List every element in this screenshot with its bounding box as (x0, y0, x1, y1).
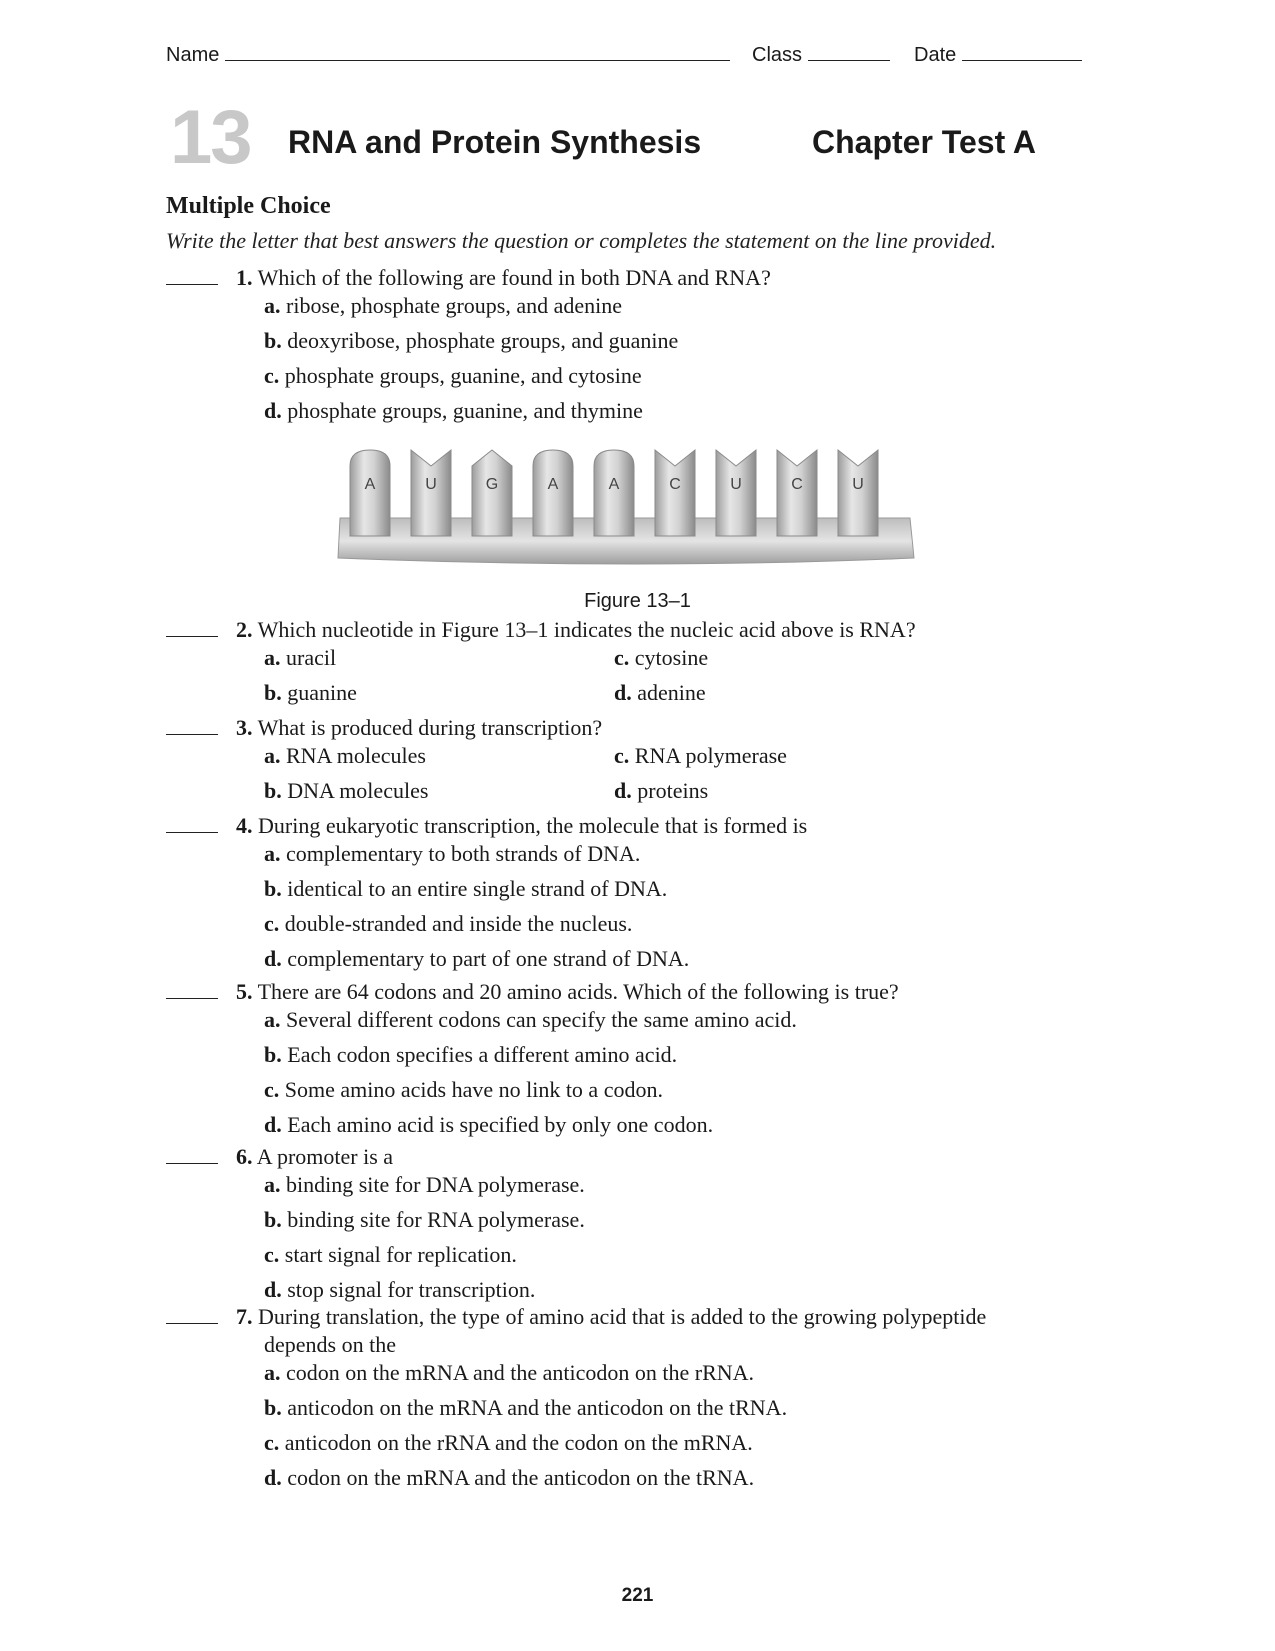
nucleotide-base-c (777, 450, 817, 536)
nucleotide-base-a (594, 450, 634, 536)
class-field[interactable] (752, 44, 890, 67)
answer-blank[interactable] (166, 734, 218, 735)
nucleotide-base-u (716, 450, 756, 536)
answer-blank[interactable] (166, 636, 218, 637)
nucleotide-base-g (472, 450, 512, 536)
question-text: There are 64 codons and 20 amino acids. Which of the following is true? (257, 979, 899, 1004)
option-d: d. Each amino acid is specified by only one codon. (264, 1112, 714, 1137)
answer-blank[interactable] (166, 1323, 218, 1324)
option-d: d. complementary to part of one strand of DNA. (264, 946, 690, 971)
option-c: c. anticodon on the rRNA and the codon on the mRNA. (264, 1430, 753, 1455)
option-c: c. phosphate groups, guanine, and cytosine (264, 363, 642, 388)
question-text: A promoter is a (256, 1144, 394, 1169)
nucleotide-base-c (655, 450, 695, 536)
base-label: A (547, 476, 559, 493)
option-d: d. adenine (614, 680, 706, 705)
answer-blank[interactable] (166, 1163, 218, 1164)
option-a: a. codon on the mRNA and the anticodon on the rRNA. (264, 1360, 755, 1385)
option-c: c. Some amino acids have no link to a codon. (264, 1077, 663, 1102)
option-d: d. proteins (614, 778, 709, 803)
option-b: b. anticodon on the mRNA and the anticodon on the tRNA. (264, 1395, 788, 1420)
option-a: a. binding site for DNA polymerase. (264, 1172, 585, 1197)
option-d: d. stop signal for transcription. (264, 1277, 536, 1302)
base-label: U (852, 476, 864, 493)
answer-blank[interactable] (166, 998, 218, 999)
question-number: 1. (236, 265, 253, 290)
option-c: c. double-stranded and inside the nucleus. (264, 911, 633, 936)
option-b: b. DNA molecules (264, 778, 429, 803)
section-heading: Multiple Choice (166, 193, 331, 219)
date-line[interactable] (962, 59, 1082, 61)
base-label: C (791, 476, 803, 493)
instructions: Write the letter that best answers the question or completes the statement on the line provided. (166, 228, 997, 253)
class-line[interactable] (808, 59, 890, 61)
name-field[interactable] (166, 44, 730, 67)
base-label: G (485, 476, 499, 493)
question-text: Which of the following are found in both DNA and RNA? (257, 265, 771, 290)
date-label: Date (914, 44, 957, 66)
figure-caption: Figure 13–1 (584, 590, 691, 612)
name-label: Name (166, 44, 220, 66)
option-b: b. Each codon specifies a different amino acid. (264, 1042, 678, 1067)
question-5: 5. There are 64 codons and 20 amino acids. Which of the following is true? a. Several different codons can specify the same amino acid. b. Each codon specifies a different amino acid. c. Some amino acids have no link to a codon. d. Each amino acid is specified by only one codon. (166, 978, 1095, 1146)
nucleotide-base-a (533, 450, 573, 536)
option-c: c. start signal for replication. (264, 1242, 517, 1267)
date-field[interactable] (914, 44, 1082, 67)
option-c: c. cytosine (614, 645, 709, 670)
question-text: What is produced during transcription? (257, 715, 603, 740)
question-6: 6. A promoter is a a. binding site for DNA polymerase. b. binding site for RNA polymerase. c. start signal for replication. d. stop signal for transcription. (166, 1143, 1095, 1311)
option-b: b. deoxyribose, phosphate groups, and guanine (264, 328, 679, 353)
base-label: C (669, 476, 681, 493)
option-a: a. uracil (264, 645, 337, 670)
question-1 (166, 264, 1095, 432)
question-7: 7. During translation, the type of amino acid that is added to the growing polypeptide depends on the a. codon on the mRNA and the anticodon on the rRNA. b. anticodon on the mRNA and the anticodon on the tRNA. c. anticodon on the rRNA and the codon on the mRNA. d. codon on the mRNA and the anticodon on the tRNA. (166, 1303, 1095, 1499)
answer-blank[interactable] (166, 832, 218, 833)
question-2: 2. Which nucleotide in Figure 13–1 indicates the nucleic acid above is RNA? a. uracil c. cytosine b. guanine d. adenine (166, 616, 1095, 714)
question-text: Which nucleotide in Figure 13–1 indicates the nucleic acid above is RNA? (257, 617, 916, 642)
question-text: During translation, the type of amino acid that is added to the growing polypeptide (258, 1304, 987, 1329)
page-number: 221 (621, 1585, 654, 1606)
option-c: c. RNA polymerase (614, 743, 787, 768)
question-text: During eukaryotic transcription, the molecule that is formed is (258, 813, 808, 838)
option-a: a. ribose, phosphate groups, and adenine (264, 293, 623, 318)
option-b: b. binding site for RNA polymerase. (264, 1207, 585, 1232)
option-a: a. RNA molecules (264, 743, 426, 768)
option-b: b. identical to an entire single strand of DNA. (264, 876, 668, 901)
chapter-number: 13 (170, 95, 251, 180)
figure-rna-strand (336, 440, 918, 570)
option-d: d. codon on the mRNA and the anticodon on the tRNA. (264, 1465, 755, 1490)
question-text-continued: depends on the (264, 1332, 396, 1357)
base-label: A (364, 476, 376, 493)
question-4: 4. During eukaryotic transcription, the molecule that is formed is a. complementary to both strands of DNA. b. identical to an entire single strand of DNA. c. double-stranded and inside the nucleus. d. complementary to part of one strand of DNA. (166, 812, 1095, 980)
option-d: d. phosphate groups, guanine, and thymine (264, 398, 643, 423)
base-label: U (730, 476, 742, 493)
test-label: Chapter Test A (812, 124, 1037, 160)
base-label: A (608, 476, 620, 493)
chapter-title: RNA and Protein Synthesis (288, 124, 702, 160)
question-3: 3. What is produced during transcription? a. RNA molecules c. RNA polymerase b. DNA molecules d. proteins (166, 714, 1095, 812)
option-a: a. complementary to both strands of DNA. (264, 841, 641, 866)
nucleotide-base-a (350, 450, 390, 536)
answer-blank[interactable] (166, 284, 218, 285)
base-label: U (425, 476, 437, 493)
nucleotide-base-u (411, 450, 451, 536)
nucleotide-base-u (838, 450, 878, 536)
option-b: b. guanine (264, 680, 357, 705)
option-a: a. Several different codons can specify the same amino acid. (264, 1007, 797, 1032)
name-line[interactable] (225, 59, 730, 61)
class-label: Class (752, 44, 803, 66)
